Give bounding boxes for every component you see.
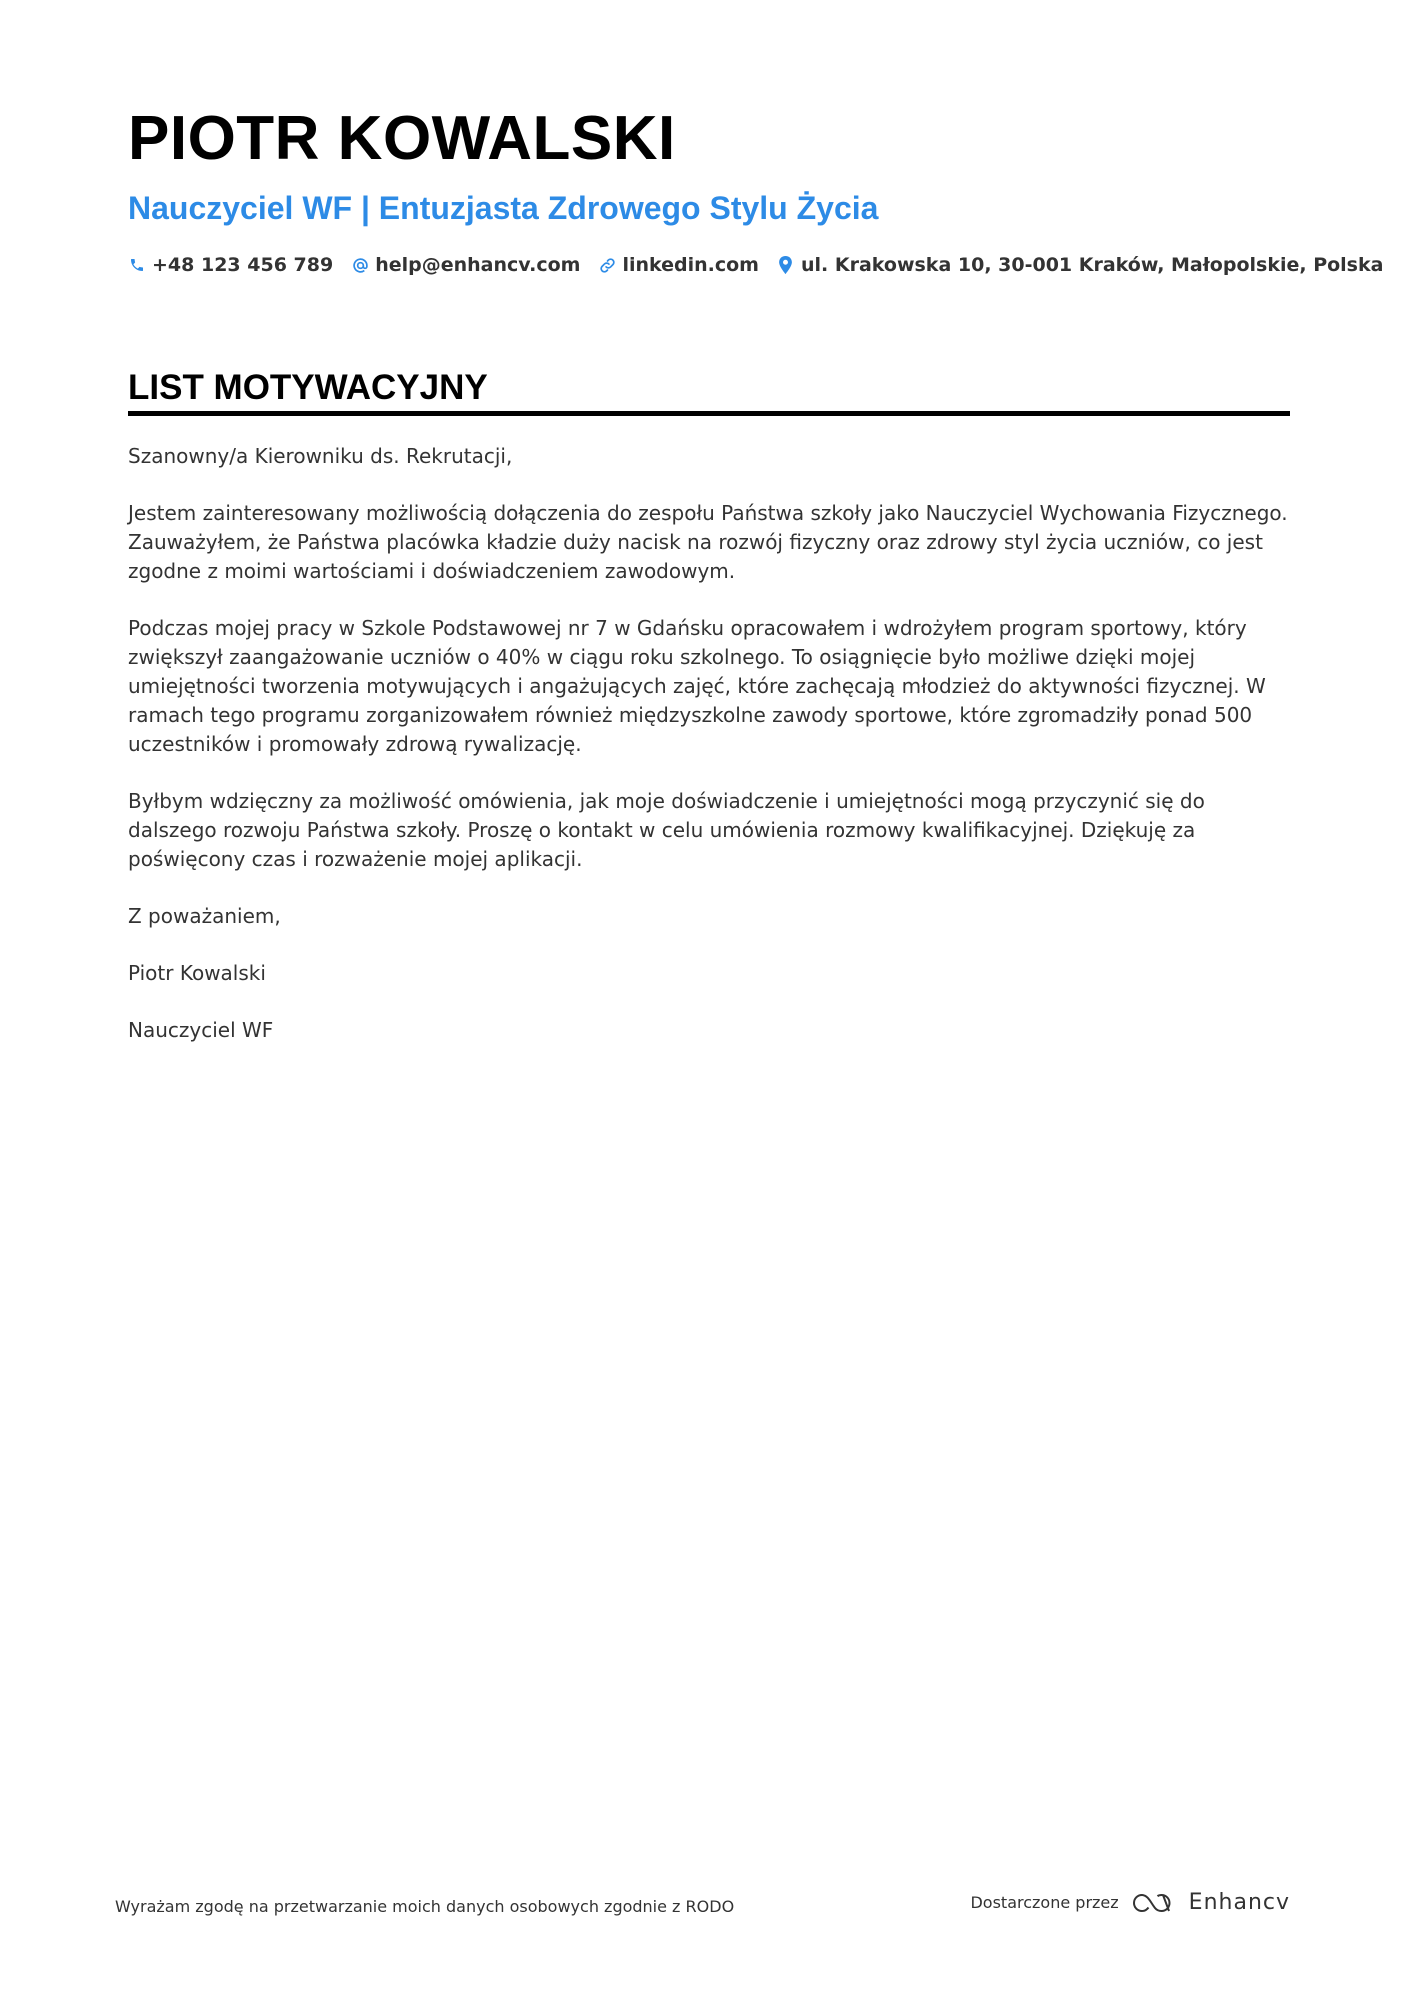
signature-name: Piotr Kowalski	[128, 961, 266, 985]
contact-email[interactable]	[351, 254, 580, 276]
contact-phone	[128, 254, 333, 276]
link-icon	[598, 256, 616, 274]
candidate-headline: Nauczyciel WF | Entuzjasta Zdrowego Stylu Życia	[128, 190, 879, 226]
contact-email-text[interactable]: help@enhancv.com	[375, 254, 581, 276]
section-divider	[128, 411, 1290, 416]
letter-paragraph: Podczas mojej pracy w Szkole Podstawowej nr 7 w Gdańsku opracowałem i wdrożyłem program sportowy, który zwiększył zaangażowanie uczniów o 40% w ciągu roku szkolnego. To osiągnięcie było możliwe dzięki mojej umiejętności tworzenia motywujących i angażujących zajęć, które zachęcają młodzież do aktywności fizycznej. W ramach tego programu zorganizowałem również międzyszkolne zawody sportowe, które zgromadziły ponad 500 uczestników i promowały zdrową rywalizację.	[128, 616, 1266, 756]
at-icon	[351, 256, 369, 274]
brand-name: Enhancv	[1188, 1890, 1290, 1915]
phone-icon	[128, 256, 146, 274]
section-title: LIST MOTYWACYJNY	[128, 368, 488, 407]
letter-paragraph: Byłbym wdzięczny za możliwość omówienia, jak moje doświadczenie i umiejętności mogą przyczynić się do dalszego rozwoju Państwa szkoły. Proszę o kontakt w celu umówienia rozmowy kwalifikacyjnej. Dziękuję za poświęcony czas i rozważenie mojej aplikacji.	[128, 789, 1205, 871]
letter-paragraph: Jestem zainteresowany możliwością dołączenia do zespołu Państwa szkoły jako Nauczyciel Wychowania Fizycznego. Zauważyłem, że Państwa placówka kładzie duży nacisk na rozwój fizyczny oraz zdrowy styl życia uczniów, co jest zgodne z moimi wartościami i doświadczeniem zawodowym.	[128, 501, 1288, 583]
enhancv-logo-icon	[1131, 1891, 1177, 1915]
contact-bar	[128, 254, 1401, 276]
candidate-name: PIOTR KOWALSKI	[128, 104, 676, 173]
contact-address	[777, 254, 1383, 276]
contact-phone-text: +48 123 456 789	[152, 254, 334, 276]
gdpr-consent: Wyrażam zgodę na przetwarzanie moich danych osobowych zgodnie z RODO	[115, 1897, 735, 1916]
contact-address-text: ul. Krakowska 10, 30-001 Kraków, Małopolskie, Polska	[800, 254, 1384, 276]
powered-by-label: Dostarczone przez	[970, 1893, 1119, 1912]
signature-title: Nauczyciel WF	[128, 1018, 274, 1042]
location-pin-icon	[777, 256, 795, 274]
contact-linkedin[interactable]	[598, 254, 759, 276]
letter-greeting: Szanowny/a Kierowniku ds. Rekrutacji,	[128, 444, 513, 468]
powered-by[interactable]	[970, 1890, 1290, 1915]
contact-linkedin-text[interactable]: linkedin.com	[622, 254, 759, 276]
letter-closing: Z poważaniem,	[128, 904, 281, 928]
letter-body	[128, 442, 1290, 1073]
